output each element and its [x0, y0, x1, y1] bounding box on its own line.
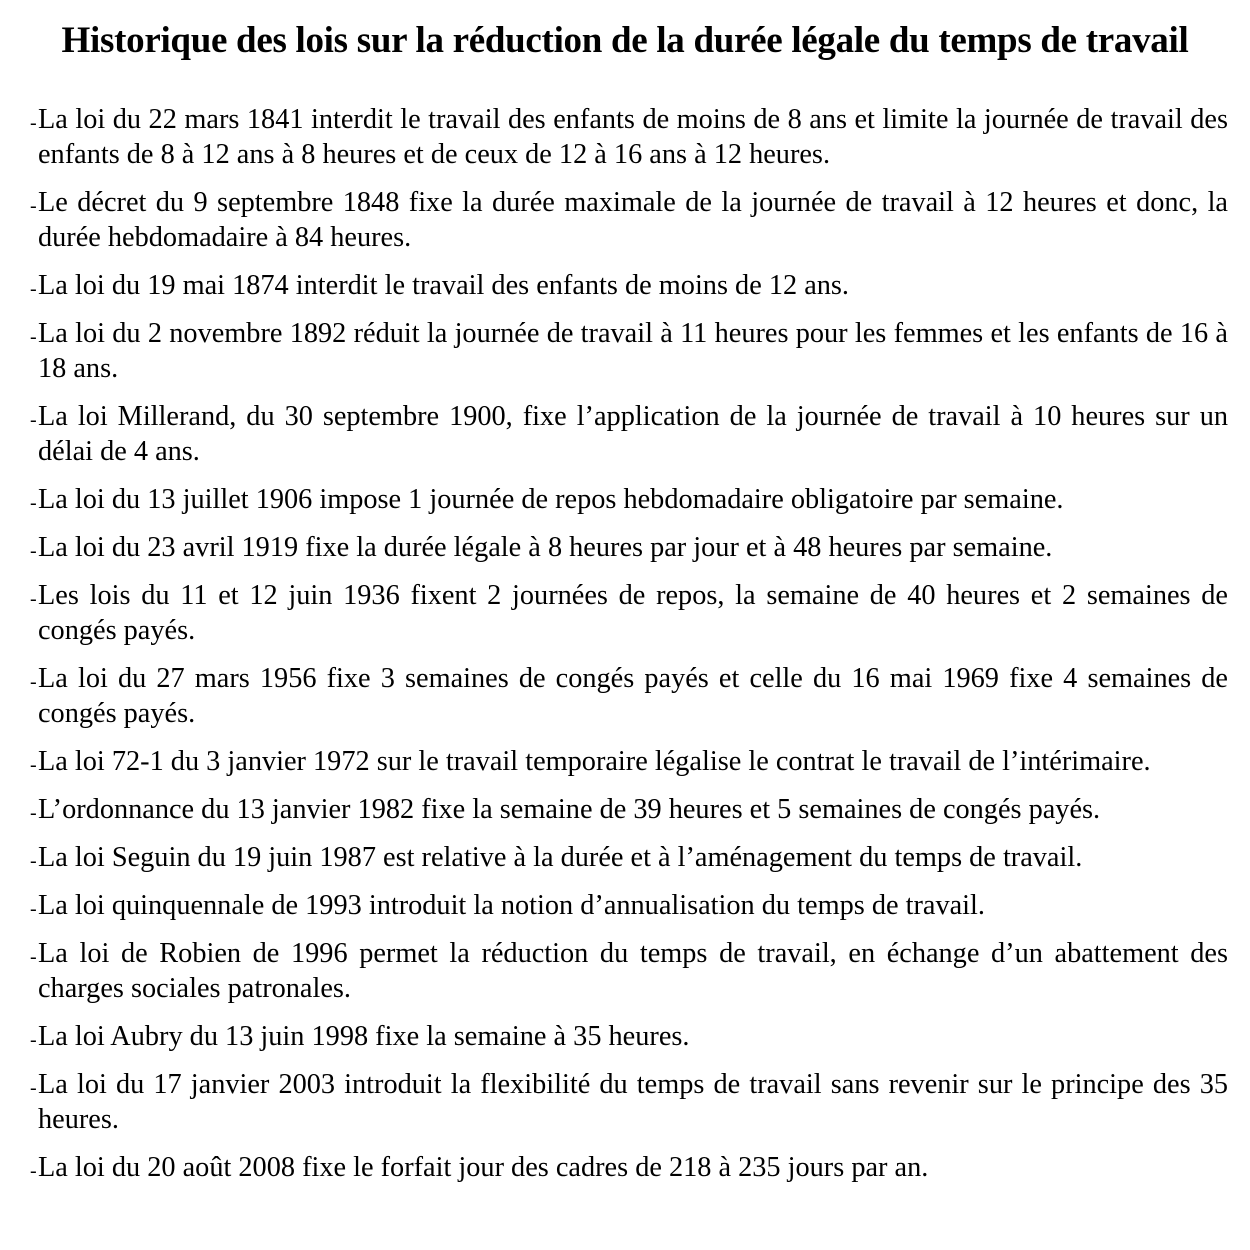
- list-item: [30, 316, 1228, 386]
- list-item: [30, 578, 1228, 648]
- list-item-text: La loi du 13 juillet 1906 impose 1 journée de repos hebdomadaire obligatoire par semaine.: [38, 484, 1064, 515]
- bullet-dash: -: [30, 1160, 37, 1182]
- list-item-text: La loi du 17 janvier 2003 introduit la flexibilité du temps de travail sans revenir sur le principe des 35 heures.: [38, 1069, 1228, 1135]
- list-item-text: La loi du 20 août 2008 fixe le forfait jour des cadres de 218 à 235 jours par an.: [38, 1152, 929, 1183]
- list-item-text: La loi 72-1 du 3 janvier 1972 sur le travail temporaire légalise le contrat le travail de l’intérimaire.: [38, 746, 1151, 777]
- list-item: [30, 185, 1228, 255]
- list-item-text: La loi du 23 avril 1919 fixe la durée légale à 8 heures par jour et à 48 heures par semaine.: [38, 532, 1053, 563]
- list-item: [30, 482, 1228, 517]
- list-item: [30, 1150, 1228, 1185]
- bullet-dash: -: [30, 1029, 37, 1051]
- list-item: [30, 1019, 1228, 1054]
- bullet-dash: -: [30, 326, 37, 348]
- list-item-text: La loi du 22 mars 1841 interdit le travail des enfants de moins de 8 ans et limite la journée de travail des enfants de 8 à 12 ans à 8 heures et de ceux de 12 à 16 ans à 12 heures.: [38, 104, 1228, 170]
- list-item-text: La loi Millerand, du 30 septembre 1900, fixe l’application de la journée de travail à 10 heures sur un délai de 4 ans.: [38, 401, 1228, 467]
- list-item-text: Le décret du 9 septembre 1848 fixe la durée maximale de la journée de travail à 12 heures et donc, la durée hebdomadaire à 84 heures.: [38, 187, 1228, 253]
- list-item: [30, 102, 1228, 172]
- list-item: [30, 936, 1228, 1006]
- list-item-text: L’ordonnance du 13 janvier 1982 fixe la semaine de 39 heures et 5 semaines de congés payés.: [38, 794, 1101, 825]
- list-item: [30, 530, 1228, 565]
- list-item: [30, 792, 1228, 827]
- list-item: [30, 268, 1228, 303]
- bullet-dash: -: [30, 754, 37, 776]
- list-item-text: Les lois du 11 et 12 juin 1936 fixent 2 journées de repos, la semaine de 40 heures et 2 semaines de congés payés.: [38, 580, 1228, 646]
- law-list: [30, 102, 1228, 1198]
- bullet-dash: -: [30, 278, 37, 300]
- list-item: [30, 399, 1228, 469]
- bullet-dash: -: [30, 588, 37, 610]
- list-item-text: La loi du 19 mai 1874 interdit le travail des enfants de moins de 12 ans.: [38, 270, 849, 301]
- page-title: Historique des lois sur la réduction de la durée légale du temps de travail: [61, 20, 1189, 61]
- bullet-dash: -: [30, 492, 37, 514]
- list-item-text: La loi quinquennale de 1993 introduit la notion d’annualisation du temps de travail.: [38, 890, 985, 921]
- bullet-dash: -: [30, 112, 37, 134]
- bullet-dash: -: [30, 802, 37, 824]
- bullet-dash: -: [30, 195, 37, 217]
- list-item-text: La loi du 2 novembre 1892 réduit la journée de travail à 11 heures pour les femmes et les enfants de 16 à 18 ans.: [38, 318, 1228, 384]
- bullet-dash: -: [30, 946, 37, 968]
- list-item: [30, 888, 1228, 923]
- bullet-dash: -: [30, 540, 37, 562]
- bullet-dash: -: [30, 409, 37, 431]
- list-item-text: La loi de Robien de 1996 permet la réduction du temps de travail, en échange d’un abattement des charges sociales patronales.: [38, 938, 1228, 1004]
- list-item: [30, 744, 1228, 779]
- list-item-text: La loi Aubry du 13 juin 1998 fixe la semaine à 35 heures.: [38, 1021, 690, 1052]
- list-item: [30, 840, 1228, 875]
- bullet-dash: -: [30, 898, 37, 920]
- list-item: [30, 1067, 1228, 1137]
- bullet-dash: -: [30, 850, 37, 872]
- list-item-text: La loi Seguin du 19 juin 1987 est relative à la durée et à l’aménagement du temps de travail.: [38, 842, 1083, 873]
- list-item-text: La loi du 27 mars 1956 fixe 3 semaines de congés payés et celle du 16 mai 1969 fixe 4 semaines de congés payés.: [38, 663, 1228, 729]
- bullet-dash: -: [30, 1077, 37, 1099]
- bullet-dash: -: [30, 671, 37, 693]
- list-item: [30, 661, 1228, 731]
